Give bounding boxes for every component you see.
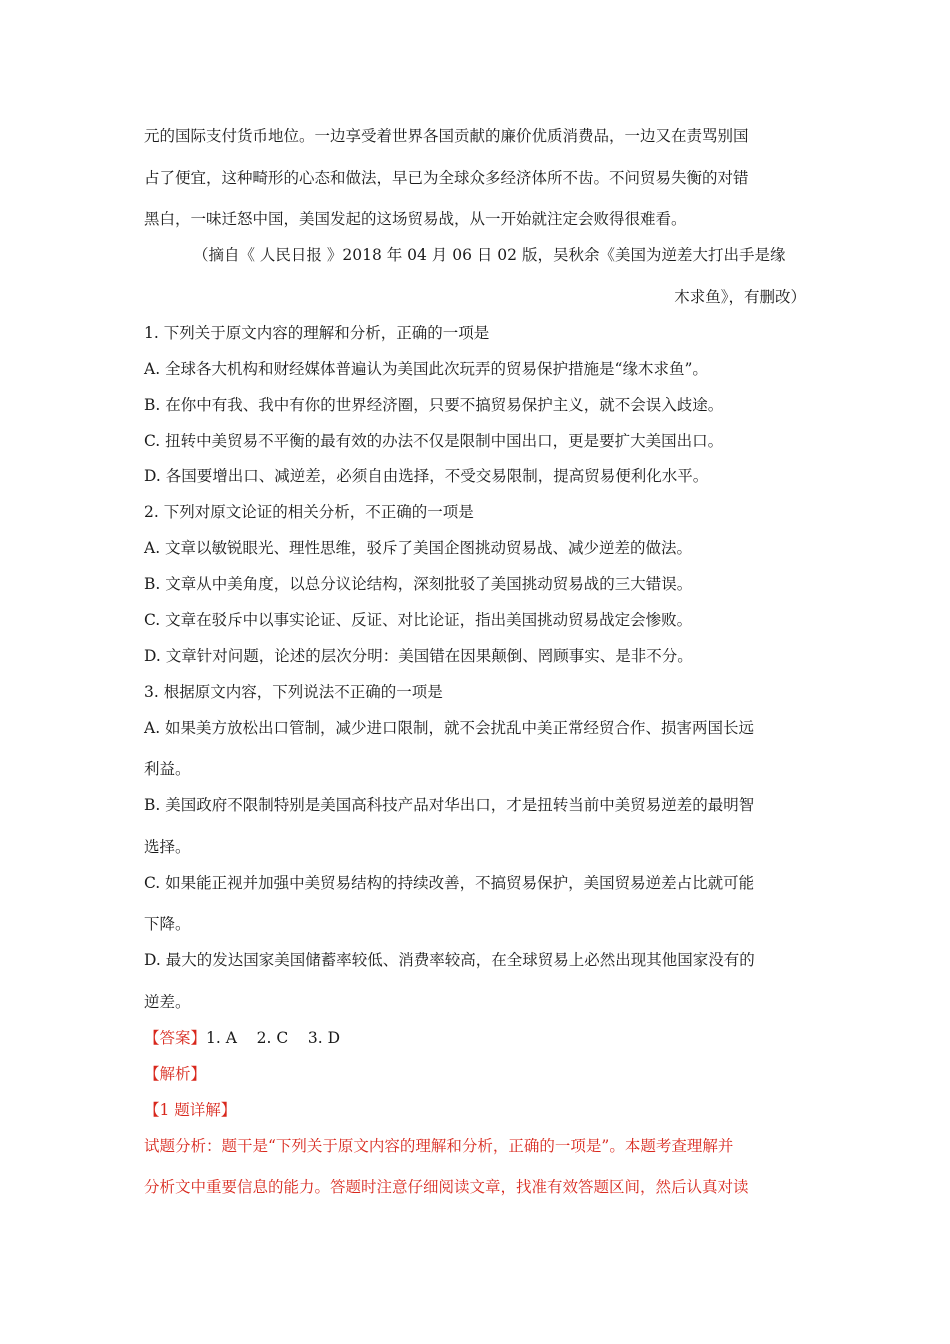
option-a: A. 文章以敏锐眼光、理性思维，驳斥了美国企图挑动贸易战、减少逆差的做法。: [144, 539, 693, 557]
option-a-cont: 利益。: [144, 760, 191, 778]
source-citation: （摘自《 人民日报 》2018 年 04 月 06 日 02 版，吴秋余《美国为逆差大打出手是缘: [193, 246, 786, 264]
option-d: D. 文章针对问题，论述的层次分明：美国错在因果颠倒、罔顾事实、是非不分。: [144, 647, 693, 665]
analysis-line: 试题分析：题干是“下列关于原文内容的理解和分析，正确的一项是”。本题考查理解并: [144, 1137, 734, 1155]
option-a: A. 全球各大机构和财经媒体普遍认为美国此次玩弄的贸易保护措施是“缘木求鱼”。: [144, 360, 708, 378]
answer-text: 1. A 2. C 3. D: [206, 1029, 341, 1047]
option-c-cont: 下降。: [144, 915, 191, 933]
option-b: B. 在你中有我、我中有你的世界经济圈，只要不搞贸易保护主义，就不会误入歧途。: [144, 396, 724, 414]
passage-line: 黑白，一味迁怒中国，美国发起的这场贸易战，从一开始就注定会败得很难看。: [144, 210, 687, 228]
detail-label: 【1 题详解】: [144, 1101, 237, 1119]
analysis-label: 【解析】: [144, 1065, 207, 1083]
question-stem: 1. 下列关于原文内容的理解和分析，正确的一项是: [144, 324, 490, 342]
answer-line: [144, 1028, 340, 1048]
option-c: C. 文章在驳斥中以事实论证、反证、对比论证，指出美国挑动贸易战定会惨败。: [144, 611, 693, 629]
source-citation-cont: 木求鱼》，有删改）: [674, 288, 806, 306]
option-d: D. 各国要增出口、减逆差，必须自由选择，不受交易限制，提高贸易便利化水平。: [144, 467, 709, 485]
option-b-cont: 选择。: [144, 838, 191, 856]
answer-label: 【答案】: [144, 1029, 207, 1047]
option-c: C. 如果能正视并加强中美贸易结构的持续改善，不搞贸易保护，美国贸易逆差占比就可能: [144, 874, 755, 892]
question-stem: 3. 根据原文内容，下列说法不正确的一项是: [144, 683, 443, 701]
passage-line: 占了便宜，这种畸形的心态和做法，早已为全球众多经济体所不齿。不问贸易失衡的对错: [144, 169, 749, 187]
question-stem: 2. 下列对原文论证的相关分析，不正确的一项是: [144, 503, 474, 521]
option-a: A. 如果美方放松出口管制，减少进口限制，就不会扰乱中美正常经贸合作、损害两国长远: [144, 719, 755, 737]
option-d-cont: 逆差。: [144, 993, 191, 1011]
passage-line: 元的国际支付货币地位。一边享受着世界各国贡献的廉价优质消费品，一边又在责骂别国: [144, 127, 749, 145]
option-b: B. 美国政府不限制特别是美国高科技产品对华出口，才是扭转当前中美贸易逆差的最明智: [144, 796, 755, 814]
analysis-line: 分析文中重要信息的能力。答题时注意仔细阅读文章，找准有效答题区间，然后认真对读: [144, 1178, 749, 1196]
option-c: C. 扭转中美贸易不平衡的最有效的办法不仅是限制中国出口，更是要扩大美国出口。: [144, 432, 724, 450]
option-d: D. 最大的发达国家美国储蓄率较低、消费率较高，在全球贸易上必然出现其他国家没有的: [144, 951, 755, 969]
option-b: B. 文章从中美角度，以总分议论结构，深刻批驳了美国挑动贸易战的三大错误。: [144, 575, 693, 593]
